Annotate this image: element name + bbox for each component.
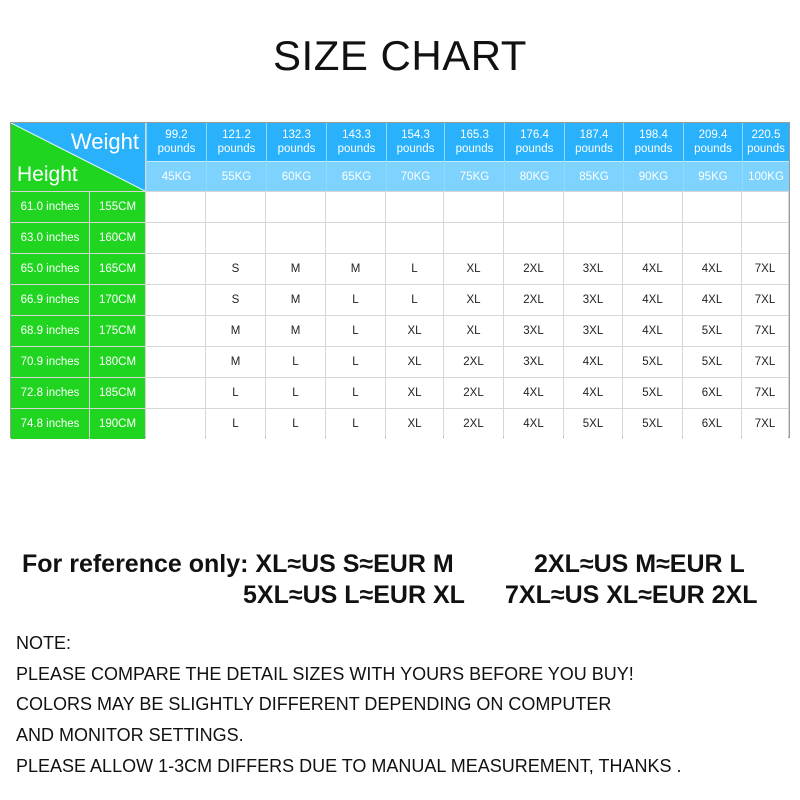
size-cell: M — [206, 316, 265, 346]
height-inches: 65.0 inches — [11, 254, 89, 284]
size-cell: 3XL — [504, 316, 563, 346]
size-cell: 4XL — [623, 316, 682, 346]
size-cell: 3XL — [564, 254, 622, 284]
table-row — [11, 316, 789, 347]
pounds-value: 154.3 — [401, 129, 430, 141]
reference-line-2b: 7XL≈US XL≈EUR 2XL — [505, 581, 758, 609]
size-cell: 7XL — [742, 378, 788, 408]
size-cell — [742, 192, 788, 222]
size-cell — [326, 223, 385, 253]
size-cell: 3XL — [564, 316, 622, 346]
size-cell: 7XL — [742, 409, 788, 439]
size-cell: 3XL — [504, 347, 563, 377]
size-cell: 5XL — [683, 316, 741, 346]
size-cell — [444, 192, 503, 222]
height-inches: 63.0 inches — [11, 223, 89, 253]
size-cell: XL — [386, 378, 443, 408]
size-cell — [444, 223, 503, 253]
weight-column-header — [683, 123, 742, 191]
size-cell — [504, 223, 563, 253]
size-cell: M — [266, 316, 325, 346]
height-inches: 74.8 inches — [11, 409, 89, 439]
weight-column-header — [326, 123, 386, 191]
size-cell: L — [266, 409, 325, 439]
size-cell: M — [266, 254, 325, 284]
weight-column-header — [266, 123, 326, 191]
size-cell: L — [326, 347, 385, 377]
weight-pounds — [445, 123, 504, 161]
height-inches: 70.9 inches — [11, 347, 89, 377]
note-heading: NOTE: — [16, 633, 72, 653]
size-cell: 4XL — [564, 378, 622, 408]
pounds-value: 132.3 — [282, 129, 311, 141]
note-line: COLORS MAY BE SLIGHTLY DIFFERENT DEPENDING ON COMPUTER — [16, 694, 612, 714]
size-cell: 5XL — [564, 409, 622, 439]
size-cell — [146, 223, 205, 253]
size-cell: XL — [444, 316, 503, 346]
size-cell: M — [326, 254, 385, 284]
weight-kg: 65KG — [327, 161, 386, 191]
size-cell — [683, 192, 741, 222]
size-cell: L — [206, 409, 265, 439]
weight-kg: 55KG — [207, 161, 266, 191]
weight-column-header — [386, 123, 444, 191]
height-cm: 175CM — [90, 316, 145, 346]
weight-kg: 100KG — [743, 161, 789, 191]
table-row — [11, 409, 789, 440]
table-row — [11, 347, 789, 378]
reference-line-1a: For reference only: XL≈US S≈EUR M — [22, 550, 454, 578]
size-cell: L — [326, 409, 385, 439]
weight-kg: 70KG — [387, 161, 444, 191]
size-cell — [683, 223, 741, 253]
size-cell: XL — [444, 285, 503, 315]
size-chart-table — [10, 122, 790, 438]
size-cell: 7XL — [742, 347, 788, 377]
height-cm: 160CM — [90, 223, 145, 253]
size-cell: 7XL — [742, 254, 788, 284]
size-cell: L — [206, 378, 265, 408]
pounds-value: 187.4 — [579, 129, 609, 141]
size-cell: 7XL — [742, 285, 788, 315]
height-inches: 72.8 inches — [11, 378, 89, 408]
size-cell: S — [206, 254, 265, 284]
size-cell — [386, 223, 443, 253]
pounds-unit: pounds — [575, 143, 613, 155]
weight-pounds — [505, 123, 564, 161]
size-cell: XL — [386, 316, 443, 346]
height-cm: 190CM — [90, 409, 145, 439]
pounds-value: 220.5 — [751, 129, 781, 141]
pounds-value: 165.3 — [460, 129, 489, 141]
pounds-unit: pounds — [634, 143, 673, 155]
size-cell — [146, 409, 205, 439]
weight-pounds — [743, 123, 789, 161]
weight-pounds — [267, 123, 326, 161]
pounds-value: 198.4 — [639, 129, 668, 141]
note-line: PLEASE COMPARE THE DETAIL SIZES WITH YOURS BEFORE YOU BUY! — [16, 664, 634, 684]
height-inches: 66.9 inches — [11, 285, 89, 315]
weight-kg: 80KG — [505, 161, 564, 191]
size-cell — [564, 192, 622, 222]
size-cell: 4XL — [623, 285, 682, 315]
size-cell: L — [386, 254, 443, 284]
note-line: PLEASE ALLOW 1-3CM DIFFERS DUE TO MANUAL MEASUREMENT, THANKS . — [16, 756, 682, 776]
table-row — [11, 285, 789, 316]
weight-pounds — [147, 123, 206, 161]
weight-header: Weight — [70, 129, 139, 154]
size-cell: L — [266, 378, 325, 408]
weight-pounds — [207, 123, 266, 161]
size-cell: L — [326, 316, 385, 346]
size-cell: 3XL — [564, 285, 622, 315]
table-row — [11, 192, 789, 223]
weight-pounds — [565, 123, 623, 161]
pounds-unit: pounds — [217, 143, 256, 155]
height-inches: 68.9 inches — [11, 316, 89, 346]
table-row — [11, 223, 789, 254]
size-cell — [623, 223, 682, 253]
pounds-value: 176.4 — [520, 129, 549, 141]
size-cell: S — [206, 285, 265, 315]
size-cell: 5XL — [623, 409, 682, 439]
size-cell — [266, 223, 325, 253]
height-cm: 180CM — [90, 347, 145, 377]
size-cell: L — [386, 285, 443, 315]
size-cell: 2XL — [504, 254, 563, 284]
weight-kg: 90KG — [624, 161, 683, 191]
pounds-unit: pounds — [694, 143, 732, 155]
size-cell: 6XL — [683, 378, 741, 408]
weight-kg: 95KG — [684, 161, 742, 191]
size-cell: 4XL — [623, 254, 682, 284]
size-cell — [146, 378, 205, 408]
pounds-value: 143.3 — [342, 129, 371, 141]
size-cell: 4XL — [504, 409, 563, 439]
weight-kg: 45KG — [147, 161, 206, 191]
pounds-unit: pounds — [455, 143, 494, 155]
size-cell — [146, 192, 205, 222]
size-cell — [206, 223, 265, 253]
size-cell: L — [326, 378, 385, 408]
size-cell: 2XL — [444, 347, 503, 377]
pounds-unit: pounds — [277, 143, 316, 155]
weight-column-header — [742, 123, 789, 191]
size-cell — [623, 192, 682, 222]
size-cell — [742, 223, 788, 253]
weight-column-header — [564, 123, 623, 191]
pounds-value: 99.2 — [165, 129, 188, 141]
size-cell: XL — [444, 254, 503, 284]
weight-kg: 75KG — [445, 161, 504, 191]
weight-column-header — [444, 123, 504, 191]
size-cell — [206, 192, 265, 222]
size-cell — [146, 285, 205, 315]
weight-pounds — [624, 123, 683, 161]
size-cell: 5XL — [623, 378, 682, 408]
height-cm: 170CM — [90, 285, 145, 315]
size-cell: 7XL — [742, 316, 788, 346]
size-cell: XL — [386, 347, 443, 377]
weight-column-header — [623, 123, 683, 191]
pounds-value: 121.2 — [222, 129, 251, 141]
pounds-unit: pounds — [337, 143, 376, 155]
height-header: Height — [17, 163, 78, 186]
size-cell: 5XL — [683, 347, 741, 377]
pounds-value: 209.4 — [698, 129, 728, 141]
weight-pounds — [684, 123, 742, 161]
size-cell — [266, 192, 325, 222]
table-row — [11, 254, 789, 285]
size-cell: L — [266, 347, 325, 377]
reference-line-1b: 2XL≈US M≈EUR L — [534, 550, 745, 578]
corner-header — [11, 123, 145, 191]
weight-pounds — [327, 123, 386, 161]
weight-kg: 60KG — [267, 161, 326, 191]
table-row — [11, 378, 789, 409]
weight-column-header — [504, 123, 564, 191]
size-cell: L — [326, 285, 385, 315]
size-cell — [146, 254, 205, 284]
size-cell: M — [206, 347, 265, 377]
size-cell: 4XL — [564, 347, 622, 377]
size-cell: 2XL — [444, 378, 503, 408]
size-cell — [146, 316, 205, 346]
height-cm: 155CM — [90, 192, 145, 222]
reference-line-2a: 5XL≈US L≈EUR XL — [243, 581, 465, 609]
size-cell — [564, 223, 622, 253]
weight-column-header — [146, 123, 206, 191]
size-cell — [386, 192, 443, 222]
height-cm: 165CM — [90, 254, 145, 284]
note-line: AND MONITOR SETTINGS. — [16, 725, 244, 745]
pounds-unit: pounds — [157, 143, 196, 155]
size-cell: 4XL — [683, 254, 741, 284]
pounds-unit: pounds — [515, 143, 554, 155]
size-cell — [504, 192, 563, 222]
size-cell: 2XL — [444, 409, 503, 439]
size-cell: 2XL — [504, 285, 563, 315]
height-cm: 185CM — [90, 378, 145, 408]
size-cell — [326, 192, 385, 222]
pounds-unit: pounds — [396, 143, 435, 155]
pounds-unit: pounds — [747, 143, 785, 155]
size-cell: 6XL — [683, 409, 741, 439]
size-cell: XL — [386, 409, 443, 439]
weight-column-header — [206, 123, 266, 191]
size-cell: 4XL — [504, 378, 563, 408]
size-cell: 4XL — [683, 285, 741, 315]
weight-pounds — [387, 123, 444, 161]
size-cell: 5XL — [623, 347, 682, 377]
height-inches: 61.0 inches — [11, 192, 89, 222]
weight-kg: 85KG — [565, 161, 623, 191]
page-title: SIZE CHART — [273, 32, 527, 79]
size-cell — [146, 347, 205, 377]
size-cell: M — [266, 285, 325, 315]
